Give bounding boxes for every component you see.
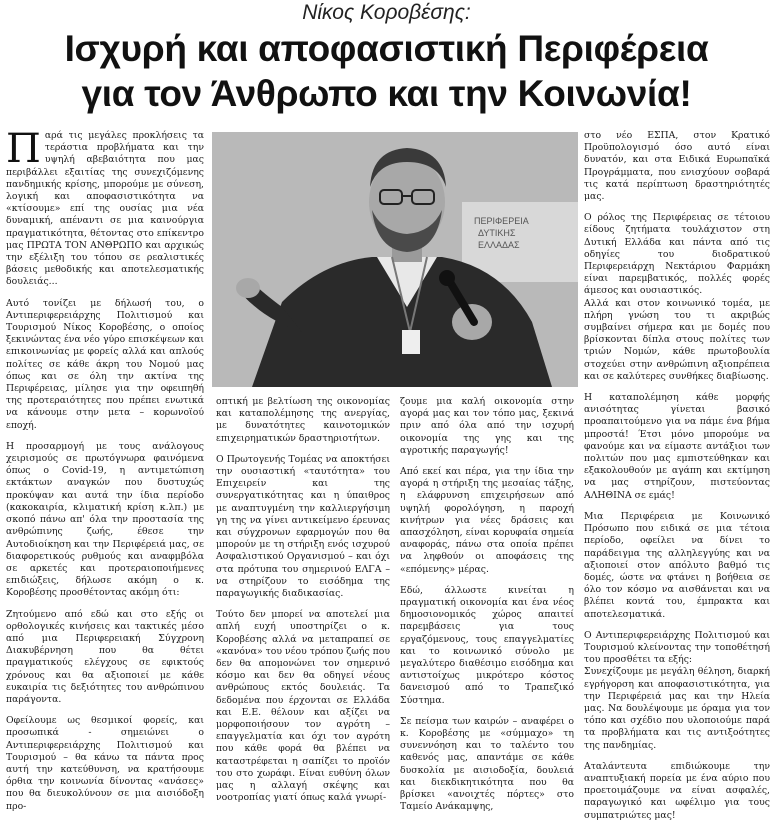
column-1-paragraph-2: Αυτό τονίζει με δήλωσή του, ο Αντιπεριφερειάρχης Πολιτισμού και Τουρισμού Νίκος Κοροβέσης, ο οποίος ξεκινώντας ένα νέο γύρο επισκέψεων και επικοινωνίας με φορείς αλλά και απλούς πολίτες σε κάθε άκρη του Νομού μας όπως και σε όλη την ακτίνα της Περιφέρειας, μίλησε για την οφειπηθή της προτεραιότητες που πρέπει ενωτικά να κάνουμε στην μετα – κορωνοϊού εποχή. [6, 297, 204, 431]
column-2-paragraph-2: Ο Πρωτογενής Τομέας να αποκτήσει την ουσιαστική «ταυτότητα» του Επιχειρείν και της συνεργατικότητας και η ύπαιθρος με αναπτυγμένη την καλλιεργήσιμη γη της να γίνει αντικείμενο έρευνας και σύγχρονων εφαρμογών που θα μπορούν με τη στήριξη ενός ισχυρού Ασφαλιστικού Οργανισμού – και όχι στα πρότυπα του σημερινού ΕΛΓΑ – να στηρίζουν το εισόδημα της παραγωγικής διαδικασίας. [216, 453, 390, 600]
article-column-4 [584, 130, 770, 821]
article-photo [212, 132, 578, 387]
column-1-paragraph-5: Οφείλουμε ως θεσμικοί φορείς, και προσωπικά - σημειώνει ο Αντιπεριφερειάρχης Πολιτισμού και Τουρισμού – θα κάνω τα πάντα προς αυτή την κατεύθυνση, να κρατήσουμε όρθια την κοινωνία δίνοντας «ανάσες» που θα διευκολύνουν σε μια αισιόδοξη προ- [6, 715, 204, 812]
column-4-paragraph-6: Αταλάντευτα επιδιώκουμε την αναπτυξιακή πορεία με ένα αύριο που προετοιμάζουμε να είναι ασφαλές, παραγωγικό και ωφέλιμο για τους συμπατριώτες μας! [584, 760, 770, 821]
headline-line-2: για τον Άνθρωπο και την Κοινωνία! [81, 73, 692, 114]
article-column-2 [216, 396, 390, 804]
drop-cap: Π [6, 126, 41, 172]
column-2-paragraph-3: Τούτο δεν μπορεί να αποτελεί μια απλή ευχή υποστηρίζει ο κ. Κοροβέσης αλλά να μεταπραπεί σε «κανόνα» του νέου τρόπου ζωής που δεν θα απομονώνει τον σημερινό κόσμο και δεν θα οδηγεί νέους ανθρώπους εκτός δουλειάς. Τα δεδομένα που έρχονται σε Ελλάδα και Ε.Ε. θέλουν και αξίζει να μορφοποιήσουν τον αγρότη – επαγγελματία και όχι τον αγρότη που κάθε φορά θα βλέπει να καταστρέφεται η σαπίζει το προϊόν του στο χωράφι. Είναι ευθύνη όλων μας η αλλαγή σκέψης και νοοτροπίας γιατί όπως καλά γνωρί- [216, 609, 390, 804]
column-1-paragraph-1 [6, 126, 204, 289]
backdrop-text-2: ΔΥΤΙΚΗΣ [478, 228, 516, 238]
column-3-paragraph-3: Εδώ, άλλωστε κινείται η πραγματική οικονομία και ένα νέος δημοσιονομικός χώρος απαιτεί παρεμβάσεις για τους εργαζόμενους, τους επαγγελματίες και το κοινωνικό σύνολο με μεγαλύτερο διαθέσιμο εισόδημα και αντιστοίχως μικρότερο κόστος δανεισμού από το Τραπεζικό Σύστημα. [400, 584, 574, 706]
backdrop-text-3: ΕΛΛΑΔΑΣ [478, 240, 520, 250]
column-3-paragraph-4: Σε πείσμα των καιρών – αναφέρει ο κ. Κοροβέσης με «σύμμαχο» τη συνεννόηση και το ταλέντο του καθενός μας, απαντάμε σε κάθε δυσκολία με αισιοδοξία, δουλειά και διεκδικητικότητα που θα βρίσκει «ανοιχτές πόρτες» στο Ταμείο Ανάκαμψης, [400, 715, 574, 813]
article-column-1 [6, 126, 204, 812]
headline-line-1: Ισχυρή και αποφασιστική Περιφέρεια [64, 28, 709, 69]
column-1-paragraph-4: Ζητούμενο από εδώ και στο εξής οι ορθολογικές κινήσεις και τακτικές μέσο από μια Περιφερειακή Σύγχρονη Διακυβέρνηση που θα θέτει πραγματικούς ελέγχους σε εφικτούς χρόνους και θα αξιοποιεί με κάθε ευκαιρία τις δεξιότητες του ανθρώπινου παράγοντα. [6, 608, 204, 705]
column-4-paragraph-2: Ο ρόλος της Περιφέρειας σε τέτοιου είδους ζητήματα τουλάχιστον στη Δυτική Ελλάδα και πάντα από τις οδηγίες του διοδρατικού Περιφερειάρχη Νεκτάριου Φαρμάκη είναι παρεμβατικός, πολλές φορές άμεσος και ουσιαστικός. Αλλά και στον κοινωνικό τομέα, με πλήρη γνώση του τι ακριβώς συμβαίνει σήμερα και με δομές που βρίσκονται δίπλα στους πολίτες των τριών Νομών, κάθε πρωτοβουλία στοχεύει στην ανθρώπινη αξιοπρέπεια και σε καλύτερες συνθήκες διαβίωσης. [584, 212, 770, 382]
column-1-paragraph-1-text: αρά τις μεγάλες προκλήσεις τα τεράστια προβλήματα και την υψηλή αβεβαιότητα που μας περιβάλλει εξαιτίας της συνεχιζόμενης πανδημικής κρίσης, μπορούμε με σύνεση, λογική και αποφασιστικότητα να «κτίσουμε» επί της ουσίας μια νέα δυναμική, απέναντι σε μια καινούργια πραγματικότητα, θέτοντας στο επίκεντρο μας ΠΡΩΤΑ ΤΟΝ ΑΝΘΡΩΠΟ και αρχικώς την εξέλιξη του τόπου σε ρεαλιστικές βάσεις μεθοδικής και αποτελεσματικής δουλειάς... [6, 130, 204, 288]
article-headline [0, 26, 773, 116]
column-4-paragraph-3: Η καταπολέμηση κάθε μορφής ανισότητας γίνεται βασικό προαπαιτούμενο για να πάμε ένα βήμα μπροστά! Έτσι μόνο μπορούμε να φανούμε και να είμαστε αντάξιοι των πολιτών που μας εμπιστεύθηκαν και εξακολουθούν με αγάπη και εκτίμηση να μας στηρίζουν, πιστεύοντας ΑΛΗΘΙΝΑ σε εμάς! [584, 392, 770, 501]
column-4-paragraph-4: Μια Περιφέρεια με Κοινωνικό Πρόσωπο που ειδικά σε μια τέτοια περίοδο, οφείλει να δίνει το παράδειγμα της αλληλεγγύης και να αξιοποιεί στον απόλυτο βαθμό τις δομές, ώστε να φτάνει η βοήθεια σε όλο τον κόσμο να αισθάνεται και να βλέπει κοντά του, έμπρακτα και αποτελεσματικά. [584, 510, 770, 620]
article-byline: Νίκος Κοροβέσης: [302, 1, 471, 24]
column-3-paragraph-1: ζουμε μια καλή οικονομία στην αγορά μας και τον τόπο μας, ξεκινά πριν από όλα από την ισχυρή οικονομία της γης και της αγροτικής παραγωγής! [400, 396, 574, 456]
column-4-paragraph-5: Ο Αντιπεριφερειάρχης Πολιτισμού και Τουρισμού κλείνοντας την τοποθέτησή του προσθέτει τα εξής: Συνεχίζουμε με μεγάλη θέληση, διαρκή εγρήγορση και αποφασιστικότητα, για την Περιφέρειά μας και την Ηλεία μας. Να δουλέψουμε με όραμα για τον τόπο και σχέδιο που υλοποιούμε παρά τα προβλήματα και τις αντιξοότητες της πανδημίας. [584, 629, 770, 751]
column-1-paragraph-3: Η προσαρμογή με τους ανάλογους χειρισμούς σε πρωτόγνωρα φαινόμενα όπως ο Covid-19, η αντιμετώπιση εκτάκτων αναγκών που δυστυχώς προκύψαν και αυτά την ίδια περίοδο (κακοκαιρία, κλιματική κρίση κ.λπ.) με σκοπό πάνω απ' όλα την προστασία της ανθρώπινης ζωής, έθεσε την Αυτοδιοίκηση και την Περιφέρειά μας, σε διαφορετικούς ρυθμούς και αναφμβόλα σε αρκετές και προτεραιοποιήμενες επιδιώξεις, δήλωσε ακόμη ο κ. Κοροβέσης προσθέτοντας ακόμη ότι: [6, 440, 204, 599]
portrait-illustration [212, 132, 578, 387]
column-4-paragraph-1: στο νέο ΕΣΠΑ, στον Κρατικό Προϋπολογισμό όσο αυτό είναι δυνατόν, και στα Ειδικά Ευρωπαϊκά Προγράμματα, που ενισχύουν σοβαρά τις κατά περίπτωση δραστηριότητές μας. [584, 130, 770, 203]
article-column-3 [400, 396, 574, 813]
column-2-paragraph-1: οπτική με βελτίωση της οικονομίας και καταπολέμησης της ανεργίας, με δυνατότητες καινοτομικών επιχειρηματικών δραστηριοτήτων. [216, 396, 390, 444]
column-3-paragraph-2: Από εκεί και πέρα, για την ίδια την αγορά η στήριξη της μεσαίας τάξης, η ελάφρυνση επιχειρήσεων από υψηλή φορολόγηση, η παροχή κινήτρων για νέες δράσεις και απασχόληση, είναι κορυφαία σημεία αναφοράς, πάνω στα οποία πρέπει να ληφθούν οι αποφάσεις της «επόμενης» μέρας. [400, 466, 574, 575]
backdrop-text-1: ΠΕΡΙΦΕΡΕΙΑ [474, 216, 529, 226]
